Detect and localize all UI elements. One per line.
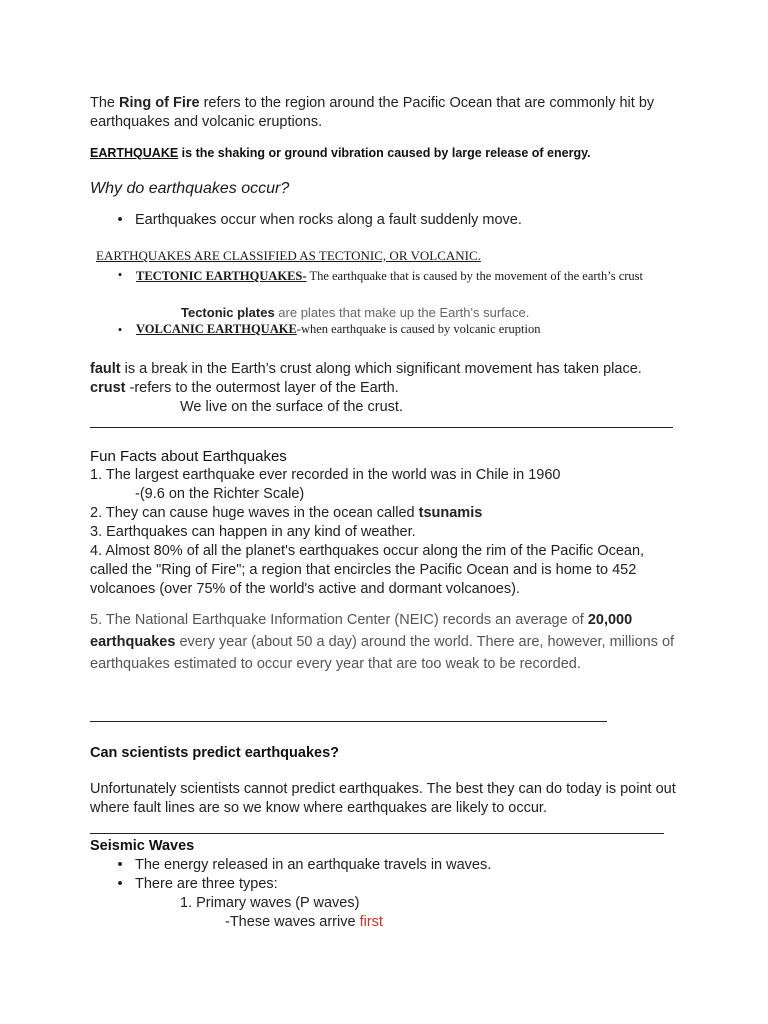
ring-of-fire-term: Ring of Fire — [119, 95, 200, 111]
tectonic-term: TECTONIC EARTHQUAKES- — [136, 269, 307, 283]
divider-rule — [90, 427, 673, 428]
fun-fact-1: 1. The largest earthquake ever recorded in the world was in Chile in 1960 — [90, 467, 561, 483]
fun-fact-1b: -(9.6 on the Richter Scale) — [135, 486, 305, 502]
classified-heading: EARTHQUAKES ARE CLASSIFIED AS TECTONIC, OR VOLCANIC. — [96, 248, 481, 263]
earthquake-count-term: 20,000 earthquakes — [90, 612, 633, 650]
fun-fact-2: 2. They can cause huge waves in the ocean called tsunamis — [90, 505, 483, 521]
fun-fact-3: 3. Earthquakes can happen in any kind of weather. — [90, 524, 416, 540]
predict-heading: Can scientists predict earthquakes? — [90, 745, 339, 761]
crust-term: crust — [90, 380, 126, 396]
why-bullet-text: Earthquakes occur when rocks along a fault suddenly move. — [135, 212, 522, 228]
why-heading: Why do earthquakes occur? — [90, 180, 290, 197]
earthquake-term: EARTHQUAKE — [90, 146, 179, 160]
fun-fact-4: 4. Almost 80% of all the planet's earthquakes occur along the rim of the Pacific Ocean, called the "Ring of Fire"; a region that encircles the Pacific Ocean and is home to 452 volcanoes (over 75% of the world's active and dormant volcanoes). — [90, 543, 645, 597]
intro-paragraph: The Ring of Fire refers to the region around the Pacific Ocean that are commonly hit by earthquakes and volcanic eruptions. — [90, 95, 655, 130]
bullet-dot: • — [117, 267, 123, 282]
first-term: first — [359, 914, 383, 930]
volcanic-term: VOLCANIC EARTHQUAKE — [136, 322, 297, 336]
predict-paragraph: Unfortunately scientists cannot predict earthquakes. The best they can do today is point out where fault lines are so we know where earthquakes are likely to occur. — [90, 781, 676, 816]
fault-definition: fault is a break in the Earth’s crust along which significant movement has taken place. — [90, 361, 642, 377]
divider-rule — [90, 721, 607, 722]
seismic-item-1: 1. Primary waves (P waves) — [180, 895, 360, 911]
tsunamis-term: tsunamis — [418, 505, 483, 521]
volcanic-bullet: VOLCANIC EARTHQUAKE-when earthquake is caused by volcanic eruption — [136, 322, 541, 336]
crust-definition: crust -refers to the outermost layer of the Earth. — [90, 380, 399, 396]
seismic-heading: Seismic Waves — [90, 838, 195, 854]
bullet-dot: • — [117, 857, 123, 873]
crust-indent: We live on the surface of the crust. — [180, 399, 403, 415]
bullet-dot: • — [117, 322, 123, 337]
tectonic-plates-line: Tectonic plates are plates that make up the Earth's surface. — [181, 305, 530, 320]
seismic-bullet-2: There are three types: — [135, 876, 278, 892]
fun-facts-heading: Fun Facts about Earthquakes — [90, 448, 287, 465]
fault-term: fault — [90, 361, 121, 377]
bullet-dot: • — [117, 876, 123, 892]
tectonic-bullet: TECTONIC EARTHQUAKES- The earthquake that is caused by the movement of the earth’s crust — [136, 269, 644, 283]
divider-rule — [90, 833, 664, 834]
tectonic-plates-term: Tectonic plates — [181, 305, 275, 320]
bullet-dot: • — [117, 212, 123, 228]
earthquake-definition: EARTHQUAKE is the shaking or ground vibration caused by large release of energy. — [90, 146, 591, 160]
fun-fact-5: 5. The National Earthquake Information Center (NEIC) records an average of 20,000 earthquakes every year (about 50 a day) around the world. There are, however, millions of earthquakes estimated to occur every year that are too weak to be recorded. — [90, 612, 675, 672]
seismic-item-1-sub: -These waves arrive first — [225, 914, 383, 930]
seismic-bullet-1: The energy released in an earthquake travels in waves. — [135, 857, 492, 873]
